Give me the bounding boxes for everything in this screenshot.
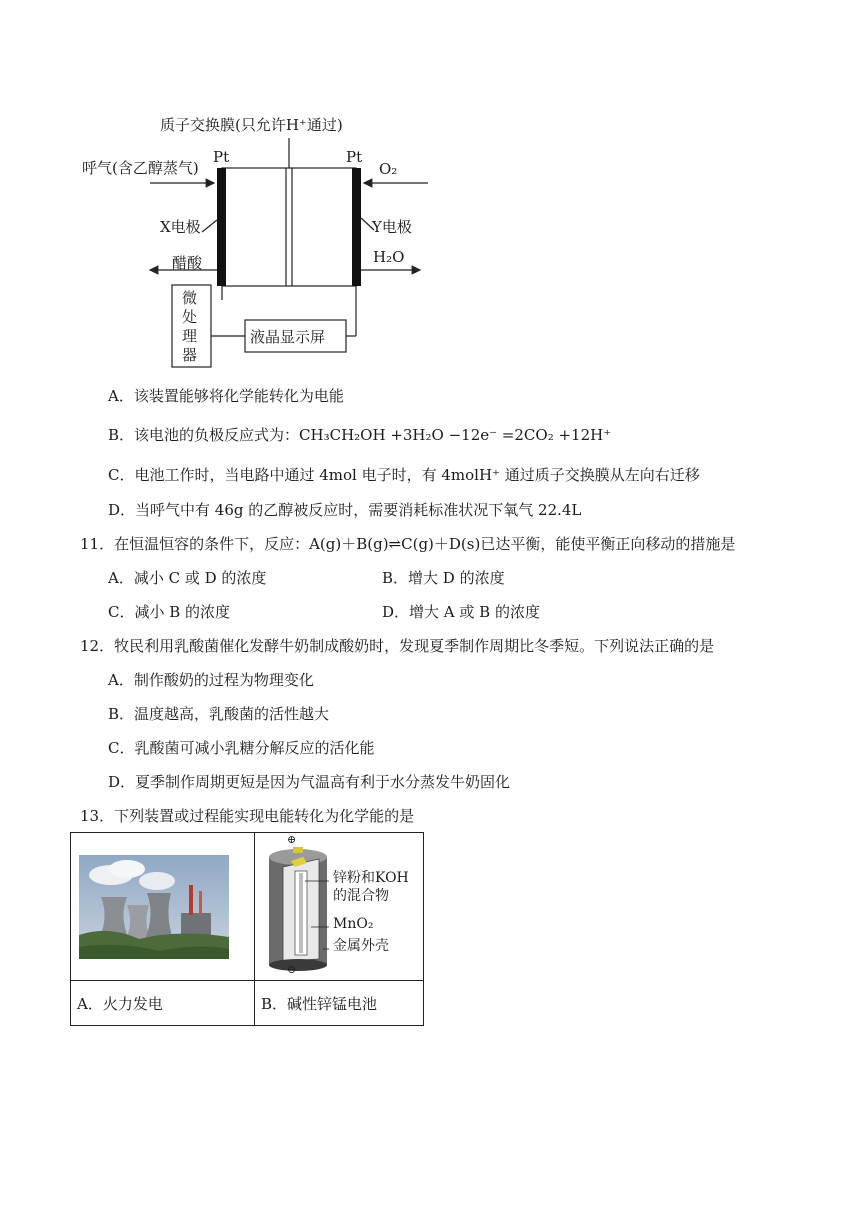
power-plant-image xyxy=(79,855,229,959)
q13-caption-b: B．碱性锌锰电池 xyxy=(255,981,424,1026)
q11-option-d: D．增大 A 或 B 的浓度 xyxy=(382,603,540,621)
alkaline-battery-diagram xyxy=(259,837,419,977)
y-electrode-label: Y电极 xyxy=(372,218,412,236)
processor-label: 微处理器 xyxy=(182,289,198,364)
q11-option-b: B．增大 D 的浓度 xyxy=(382,569,505,587)
q11-stem: 11．在恒温恒容的条件下，反应：A(g)＋B(g)⇌C(g)＋D(s)已达平衡，能使平衡正向移动的措施是 xyxy=(80,535,736,553)
q12-option-c: C．乳酸菌可减小乳糖分解反应的活化能 xyxy=(108,739,375,757)
q13-stem: 13．下列装置或过程能实现电能转化为化学能的是 xyxy=(80,807,415,825)
q11-option-c: C．减小 B 的浓度 xyxy=(108,603,231,621)
water-label: H₂O xyxy=(373,248,405,266)
battery-label-mixture: 的混合物 xyxy=(333,888,389,904)
battery-plus-terminal: ⊕ xyxy=(287,833,297,846)
battery-label-mno2: MnO₂ xyxy=(333,916,374,932)
q10-option-c: C．电池工作时，当电路中通过 4mol 电子时，有 4molH⁺ 通过质子交换膜从左向右迁移 xyxy=(108,466,700,484)
x-electrode-plate xyxy=(217,168,226,286)
lcd-label: 液晶显示屏 xyxy=(250,328,326,346)
membrane-label: 质子交换膜(只允许H⁺通过) xyxy=(160,116,343,134)
breath-label: 呼气(含乙醇蒸气) xyxy=(82,159,199,177)
q13-image-cell-b xyxy=(255,833,424,981)
q12-stem: 12．牧民利用乳酸菌催化发酵牛奶制成酸奶时，发现夏季制作周期比冬季短。下列说法正确的是 xyxy=(80,637,715,655)
o2-label: O₂ xyxy=(379,160,398,178)
q12-option-b: B．温度越高，乳酸菌的活性越大 xyxy=(108,705,330,723)
battery-minus-terminal: ⊖ xyxy=(287,963,297,976)
q12-option-a: A．制作酸奶的过程为物理变化 xyxy=(108,671,314,689)
fuel-cell-schematic xyxy=(0,0,868,380)
q13-image-cell-a xyxy=(71,833,255,981)
y-electrode-plate xyxy=(352,168,361,286)
battery-label-shell: 金属外壳 xyxy=(333,938,389,954)
pt-left-label: Pt xyxy=(213,148,230,166)
q13-caption-a: A．火力发电 xyxy=(71,981,255,1026)
q11-option-a: A．减小 C 或 D 的浓度 xyxy=(108,569,267,587)
q10-option-a: A．该装置能够将化学能转化为电能 xyxy=(108,387,344,405)
q10-option-d: D．当呼气中有 46g 的乙醇被反应时，需要消耗标准状况下氧气 22.4L xyxy=(108,501,582,519)
fuel-cell-diagram xyxy=(0,0,868,380)
pt-right-label: Pt xyxy=(346,148,363,166)
q12-option-d: D．夏季制作周期更短是因为气温高有利于水分蒸发牛奶固化 xyxy=(108,773,511,791)
x-electrode-label: X电极 xyxy=(160,218,201,236)
acetic-acid-label: 醋酸 xyxy=(172,254,203,272)
q13-options-table xyxy=(70,832,424,1026)
battery-label-zinc: 锌粉和KOH xyxy=(333,870,409,886)
q10-option-b: B．该电池的负极反应式为：CH₃CH₂OH +3H₂O −12e⁻ =2CO₂ +12H⁺ xyxy=(108,426,612,444)
